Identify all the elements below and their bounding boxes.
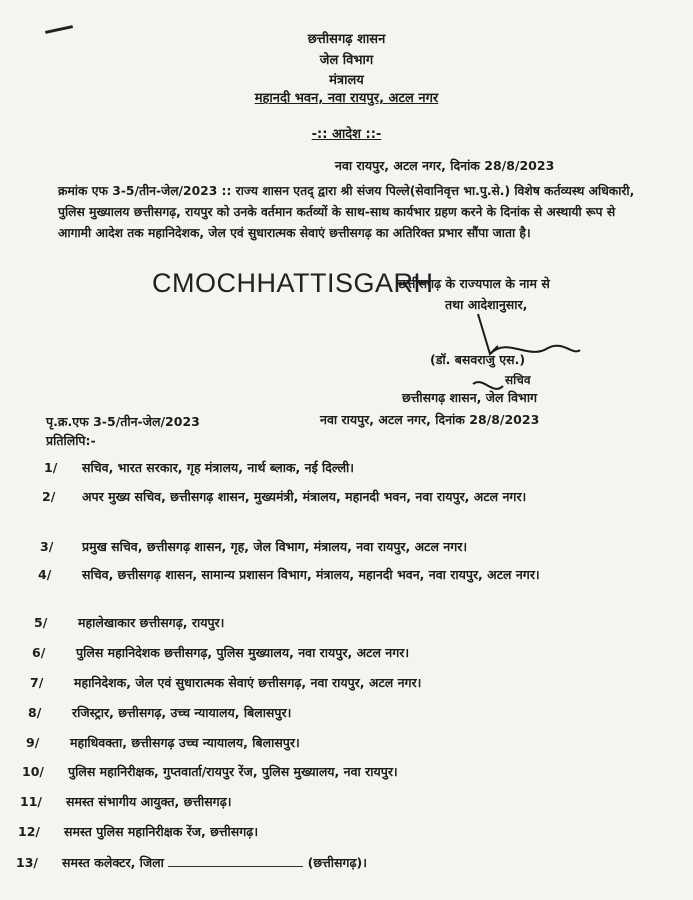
- list-item-number: 6/: [32, 645, 46, 660]
- list-item-text: महाधिवक्ता, छत्तीसगढ़ उच्च न्यायालय, बिलासपुर।: [70, 735, 300, 750]
- list-item-text-wrap: [62, 853, 652, 873]
- list-item-text: प्रमुख सचिव, छत्तीसगढ़ शासन, गृह, जेल विभाग, मंत्रालय, नवा रायपुर, अटल नगर।: [82, 539, 468, 554]
- blank-fill-line: [168, 856, 303, 867]
- list-item-number: 3/: [40, 539, 54, 554]
- authority-line-2: तथा आदेशानुसार,: [445, 297, 528, 312]
- list-item-number: 9/: [26, 735, 40, 750]
- list-item-text: सचिव, छत्तीसगढ़ शासन, सामान्य प्रशासन विभाग, मंत्रालय, महानदी भवन, नवा रायपुर, अटल नगर।: [82, 567, 540, 582]
- endorsement-place-date: नवा रायपुर, अटल नगर, दिनांक 28/8/2023: [320, 412, 540, 427]
- list-item-suffix: (छत्तीसगढ़)।: [307, 855, 367, 870]
- list-item-number: 12/: [18, 824, 40, 839]
- signatory-department: छत्तीसगढ़ शासन, जेल विभाग: [402, 390, 538, 405]
- list-item-number: 13/: [16, 855, 38, 870]
- header-address: महानदी भवन, नवा रायपुर, अटल नगर: [254, 91, 439, 106]
- copy-label: प्रतिलिपि:-: [46, 433, 96, 448]
- list-item-text: रजिस्ट्रार, छत्तीसगढ़, उच्च न्यायालय, बिलासपुर।: [72, 705, 292, 720]
- list-item-number: 7/: [30, 675, 44, 690]
- header-department: जेल विभाग: [319, 53, 374, 68]
- list-item-text: पुलिस महानिदेशक छत्तीसगढ़, पुलिस मुख्यालय, नवा रायपुर, अटल नगर।: [76, 645, 410, 660]
- authority-line-1: छत्तीसगढ़ के राज्यपाल के नाम से: [398, 276, 550, 291]
- endorsement-ref: पृ.क्र.एफ 3-5/तीन-जेल/2023: [46, 414, 200, 429]
- order-title: -:: आदेश ::-: [311, 127, 382, 142]
- signatory-designation: सचिव: [505, 373, 531, 387]
- list-item-number: 1/: [44, 460, 58, 475]
- list-item-text: सचिव, भारत सरकार, गृह मंत्रालय, नार्थ ब्लाक, नई दिल्ली।: [82, 460, 355, 475]
- signatory-name: (डॉ. बसवराजु एस.): [430, 352, 526, 367]
- list-item-text: समस्त संभागीय आयुक्त, छत्तीसगढ़।: [66, 794, 232, 809]
- list-item-text: अपर मुख्य सचिव, छत्तीसगढ़ शासन, मुख्यमंत्री, मंत्रालय, महानदी भवन, नवा रायपुर, अटल नगर।: [82, 489, 527, 504]
- list-item-number: 4/: [38, 567, 52, 582]
- list-item-number: 10/: [22, 764, 44, 779]
- watermark-text: CMOCHHATTISGARH: [152, 268, 434, 298]
- list-item-number: 2/: [42, 489, 56, 504]
- order-place-date: नवा रायपुर, अटल नगर, दिनांक 28/8/2023: [335, 158, 555, 173]
- list-item-text: समस्त पुलिस महानिरीक्षक रेंज, छत्तीसगढ़।: [64, 824, 259, 839]
- order-paragraph: क्रमांक एफ 3-5/तीन-जेल/2023 :: राज्य शासन एतद् द्वारा श्री संजय पिल्ले(सेवानिवृत्त भा.पु.से.) विशेष कर्तव्यस्थ अधिकारी, पुलिस मुख्यालय छत्तीसगढ़, रायपुर को उनके वर्तमान कर्तव्यों के साथ-साथ कार्यभार ग्रहण करने के दिनांक से अस्थायी रूप से आगामी आदेश तक महानिदेशक, जेल एवं सुधारात्मक सेवाएं छत्तीसगढ़ का अतिरिक्त प्रभार सौंपा जाता है।: [58, 184, 635, 240]
- list-item-text: महालेखाकार छत्तीसगढ़, रायपुर।: [78, 615, 225, 630]
- list-item-number: 11/: [20, 794, 42, 809]
- list-item-number: 5/: [34, 615, 48, 630]
- header-ministry: मंत्रालय: [329, 73, 364, 88]
- list-item-text: पुलिस महानिरीक्षक, गुप्तवार्ता/रायपुर रेंज, पुलिस मुख्यालय, नवा रायपुर।: [68, 764, 398, 779]
- list-item-text: समस्त कलेक्टर, जिला: [62, 855, 164, 870]
- list-item-text: महानिदेशक, जेल एवं सुधारात्मक सेवाएं छत्तीसगढ़, नवा रायपुर, अटल नगर।: [74, 675, 422, 690]
- header-government: छत्तीसगढ़ शासन: [307, 32, 386, 47]
- list-item-number: 8/: [28, 705, 42, 720]
